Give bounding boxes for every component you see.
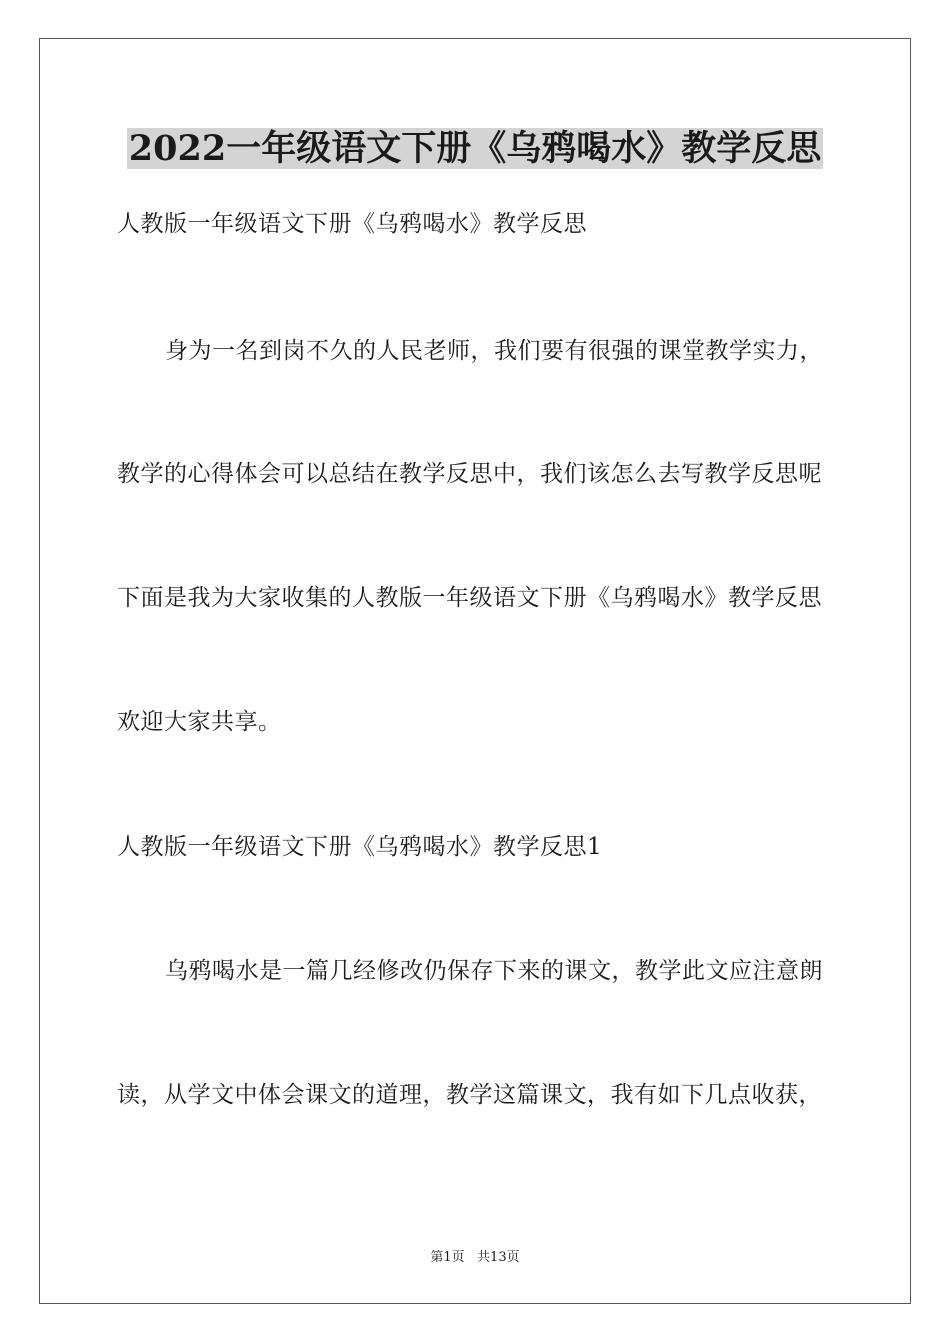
body-line-5: 欢迎大家共享。 — [117, 709, 282, 735]
body-line-7: 读，从学文中体会课文的道理，教学这篇课文，我有如下几点收获， — [117, 1082, 822, 1108]
section-heading: 人教版一年级语文下册《乌鸦喝水》教学反思1 — [117, 834, 603, 860]
body-line-1: 人教版一年级语文下册《乌鸦喝水》教学反思 — [117, 211, 587, 237]
body-line-6: 乌鸦喝水是一篇几经修改仍保存下来的课文，教学此文应注意朗 — [165, 958, 823, 984]
page-footer: 第1页 共13页 — [430, 1250, 520, 1265]
document-title — [0, 126, 950, 172]
body-line-4: 下面是我为大家收集的人教版一年级语文下册《乌鸦喝水》教学反思 — [117, 585, 822, 611]
document-title-text: 2022一年级语文下册《乌鸦喝水》教学反思 — [128, 128, 822, 169]
body-line-2: 身为一名到岗不久的人民老师，我们要有很强的课堂教学实力， — [165, 338, 823, 364]
body-line-3: 教学的心得体会可以总结在教学反思中，我们该怎么去写教学反思呢 — [117, 461, 822, 487]
